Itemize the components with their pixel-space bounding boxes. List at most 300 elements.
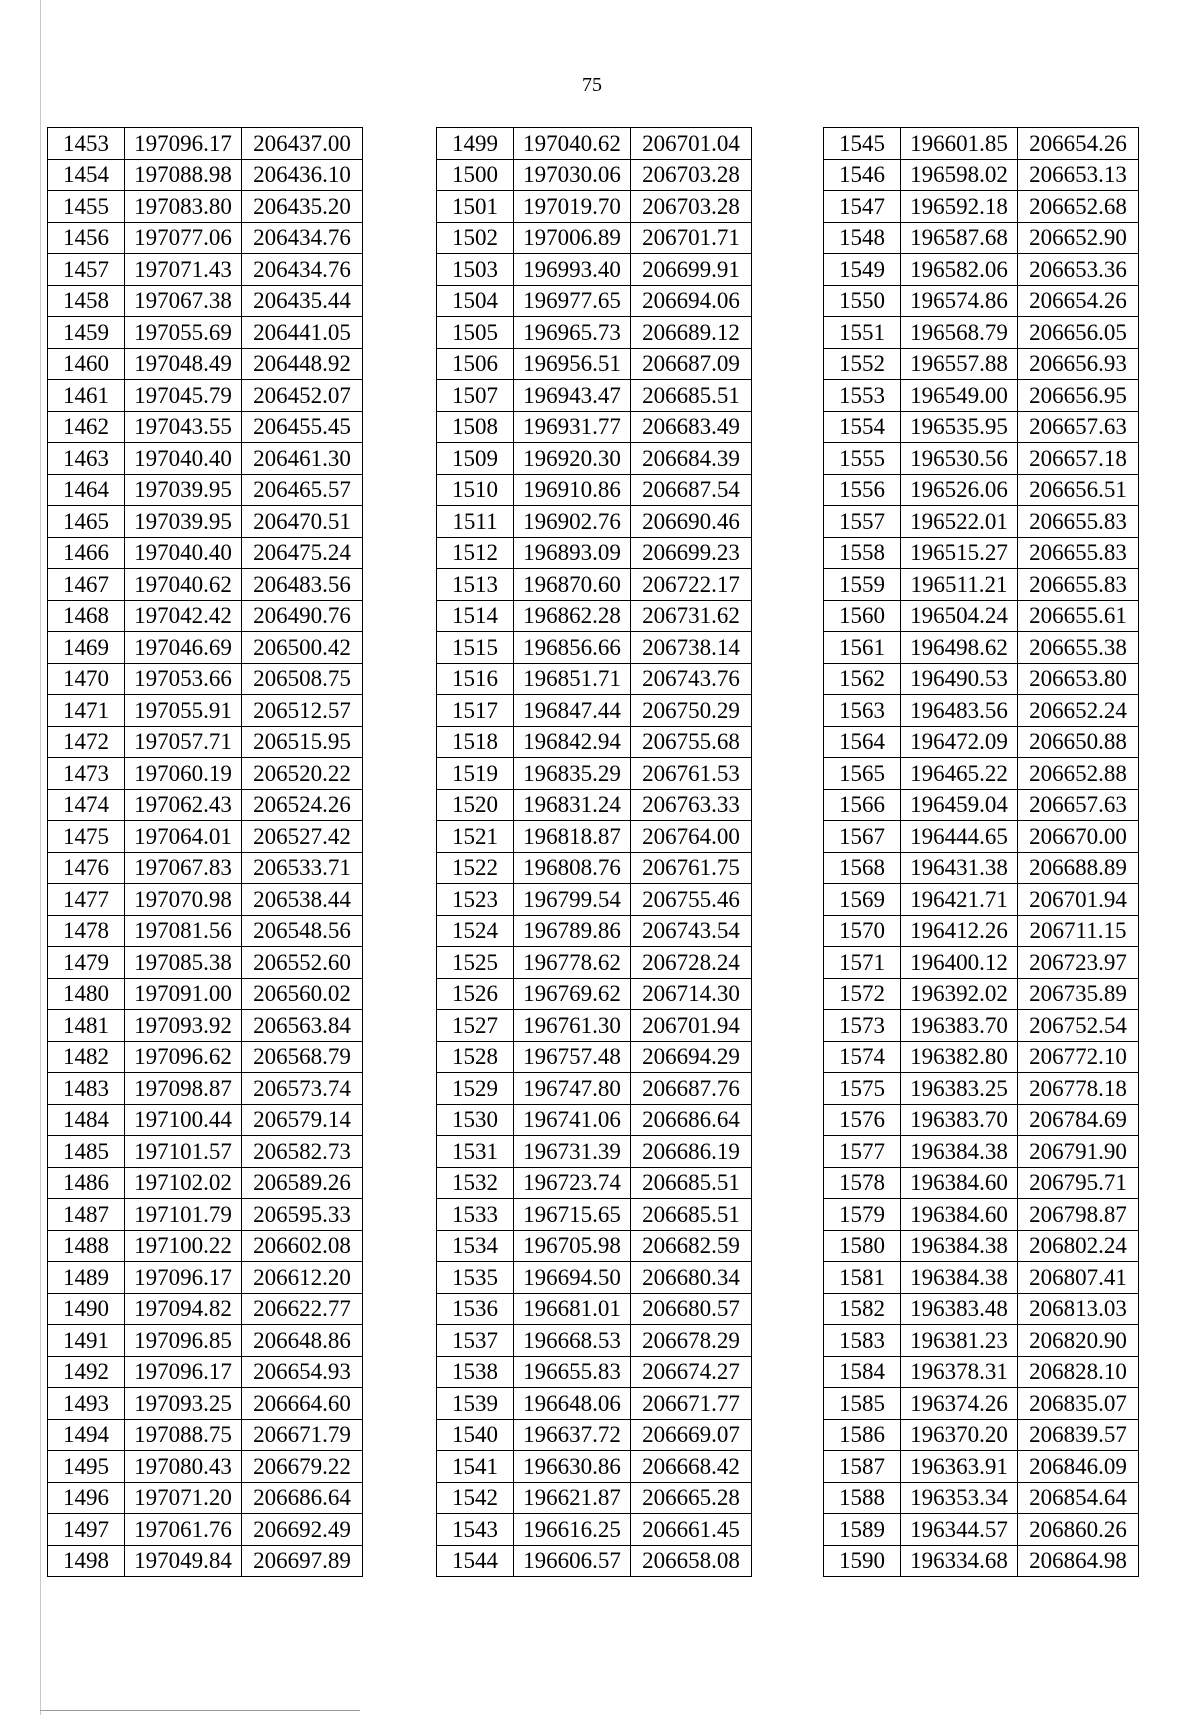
x-coordinate-cell: 197046.69 <box>125 632 242 664</box>
x-coordinate-cell: 197030.06 <box>514 159 631 191</box>
y-coordinate-cell: 206846.09 <box>1018 1451 1139 1483</box>
y-coordinate-cell: 206690.46 <box>631 506 752 538</box>
y-coordinate-cell: 206791.90 <box>1018 1136 1139 1168</box>
y-coordinate-cell: 206657.63 <box>1018 789 1139 821</box>
table-row <box>824 1041 1139 1073</box>
x-coordinate-cell: 196598.02 <box>901 159 1018 191</box>
table-row <box>824 569 1139 601</box>
table-row <box>437 821 752 853</box>
table-row <box>48 1482 363 1514</box>
table-row <box>48 632 363 664</box>
x-coordinate-cell: 196459.04 <box>901 789 1018 821</box>
x-coordinate-cell: 196384.38 <box>901 1136 1018 1168</box>
point-id-cell: 1461 <box>48 380 125 412</box>
x-coordinate-cell: 196606.57 <box>514 1545 631 1577</box>
point-id-cell: 1510 <box>437 474 514 506</box>
table-row <box>824 1104 1139 1136</box>
y-coordinate-cell: 206864.98 <box>1018 1545 1139 1577</box>
point-id-cell: 1544 <box>437 1545 514 1577</box>
x-coordinate-cell: 196870.60 <box>514 569 631 601</box>
x-coordinate-cell: 196392.02 <box>901 978 1018 1010</box>
table-row <box>48 1419 363 1451</box>
table-row <box>48 128 363 160</box>
point-id-cell: 1521 <box>437 821 514 853</box>
y-coordinate-cell: 206678.29 <box>631 1325 752 1357</box>
point-id-cell: 1494 <box>48 1419 125 1451</box>
y-coordinate-cell: 206687.76 <box>631 1073 752 1105</box>
table-row <box>824 821 1139 853</box>
point-id-cell: 1570 <box>824 915 901 947</box>
y-coordinate-cell: 206688.89 <box>1018 852 1139 884</box>
point-id-cell: 1457 <box>48 254 125 286</box>
x-coordinate-cell: 196616.25 <box>514 1514 631 1546</box>
y-coordinate-cell: 206680.57 <box>631 1293 752 1325</box>
y-coordinate-cell: 206764.00 <box>631 821 752 853</box>
point-id-cell: 1556 <box>824 474 901 506</box>
x-coordinate-cell: 196522.01 <box>901 506 1018 538</box>
point-id-cell: 1528 <box>437 1041 514 1073</box>
x-coordinate-cell: 197096.62 <box>125 1041 242 1073</box>
point-id-cell: 1575 <box>824 1073 901 1105</box>
x-coordinate-cell: 197088.98 <box>125 159 242 191</box>
x-coordinate-cell: 196630.86 <box>514 1451 631 1483</box>
x-coordinate-cell: 196965.73 <box>514 317 631 349</box>
x-coordinate-cell: 196498.62 <box>901 632 1018 664</box>
y-coordinate-cell: 206699.91 <box>631 254 752 286</box>
table-row <box>824 1545 1139 1577</box>
point-id-cell: 1572 <box>824 978 901 1010</box>
x-coordinate-cell: 196381.23 <box>901 1325 1018 1357</box>
x-coordinate-cell: 197067.38 <box>125 285 242 317</box>
point-id-cell: 1549 <box>824 254 901 286</box>
point-id-cell: 1495 <box>48 1451 125 1483</box>
table-row <box>48 915 363 947</box>
point-id-cell: 1524 <box>437 915 514 947</box>
x-coordinate-cell: 196993.40 <box>514 254 631 286</box>
y-coordinate-cell: 206652.24 <box>1018 695 1139 727</box>
point-id-cell: 1486 <box>48 1167 125 1199</box>
y-coordinate-cell: 206680.34 <box>631 1262 752 1294</box>
y-coordinate-cell: 206500.42 <box>242 632 363 664</box>
x-coordinate-cell: 196705.98 <box>514 1230 631 1262</box>
table-row <box>824 1388 1139 1420</box>
table-row <box>48 443 363 475</box>
point-id-cell: 1456 <box>48 222 125 254</box>
table-row <box>437 1419 752 1451</box>
point-id-cell: 1516 <box>437 663 514 695</box>
left-margin-line <box>40 0 41 1715</box>
x-coordinate-cell: 196715.65 <box>514 1199 631 1231</box>
y-coordinate-cell: 206664.60 <box>242 1388 363 1420</box>
x-coordinate-cell: 196747.80 <box>514 1073 631 1105</box>
x-coordinate-cell: 197062.43 <box>125 789 242 821</box>
point-id-cell: 1543 <box>437 1514 514 1546</box>
y-coordinate-cell: 206656.93 <box>1018 348 1139 380</box>
point-id-cell: 1520 <box>437 789 514 821</box>
x-coordinate-cell: 197040.40 <box>125 537 242 569</box>
table-row <box>824 1325 1139 1357</box>
table-row <box>48 758 363 790</box>
page-number: 75 <box>582 74 602 96</box>
x-coordinate-cell: 197077.06 <box>125 222 242 254</box>
table-row <box>437 915 752 947</box>
table-row <box>824 285 1139 317</box>
point-id-cell: 1515 <box>437 632 514 664</box>
table-row <box>48 348 363 380</box>
table-row <box>48 1041 363 1073</box>
y-coordinate-cell: 206668.42 <box>631 1451 752 1483</box>
y-coordinate-cell: 206807.41 <box>1018 1262 1139 1294</box>
x-coordinate-cell: 197098.87 <box>125 1073 242 1105</box>
x-coordinate-cell: 197006.89 <box>514 222 631 254</box>
y-coordinate-cell: 206728.24 <box>631 947 752 979</box>
table-row <box>48 600 363 632</box>
y-coordinate-cell: 206652.88 <box>1018 758 1139 790</box>
y-coordinate-cell: 206683.49 <box>631 411 752 443</box>
y-coordinate-cell: 206653.80 <box>1018 663 1139 695</box>
y-coordinate-cell: 206738.14 <box>631 632 752 664</box>
table-row <box>437 285 752 317</box>
y-coordinate-cell: 206548.56 <box>242 915 363 947</box>
table-row <box>824 663 1139 695</box>
point-id-cell: 1519 <box>437 758 514 790</box>
x-coordinate-cell: 196789.86 <box>514 915 631 947</box>
y-coordinate-cell: 206579.14 <box>242 1104 363 1136</box>
x-coordinate-cell: 197100.22 <box>125 1230 242 1262</box>
table-row <box>48 852 363 884</box>
x-coordinate-cell: 196943.47 <box>514 380 631 412</box>
coordinate-table-2 <box>436 127 752 1577</box>
point-id-cell: 1462 <box>48 411 125 443</box>
table-row <box>48 789 363 821</box>
point-id-cell: 1530 <box>437 1104 514 1136</box>
x-coordinate-cell: 196383.48 <box>901 1293 1018 1325</box>
y-coordinate-cell: 206655.38 <box>1018 632 1139 664</box>
point-id-cell: 1566 <box>824 789 901 821</box>
x-coordinate-cell: 197064.01 <box>125 821 242 853</box>
x-coordinate-cell: 196668.53 <box>514 1325 631 1357</box>
y-coordinate-cell: 206854.64 <box>1018 1482 1139 1514</box>
y-coordinate-cell: 206622.77 <box>242 1293 363 1325</box>
point-id-cell: 1507 <box>437 380 514 412</box>
table-row <box>824 317 1139 349</box>
x-coordinate-cell: 197083.80 <box>125 191 242 223</box>
point-id-cell: 1576 <box>824 1104 901 1136</box>
x-coordinate-cell: 197071.20 <box>125 1482 242 1514</box>
y-coordinate-cell: 206657.63 <box>1018 411 1139 443</box>
table-row <box>437 159 752 191</box>
y-coordinate-cell: 206434.76 <box>242 222 363 254</box>
table-row <box>48 1199 363 1231</box>
point-id-cell: 1455 <box>48 191 125 223</box>
x-coordinate-cell: 196681.01 <box>514 1293 631 1325</box>
point-id-cell: 1534 <box>437 1230 514 1262</box>
x-coordinate-cell: 196483.56 <box>901 695 1018 727</box>
table-row <box>824 1073 1139 1105</box>
point-id-cell: 1464 <box>48 474 125 506</box>
table-row <box>48 821 363 853</box>
table-row <box>48 1545 363 1577</box>
table-row <box>824 600 1139 632</box>
x-coordinate-cell: 196920.30 <box>514 443 631 475</box>
point-id-cell: 1559 <box>824 569 901 601</box>
x-coordinate-cell: 196370.20 <box>901 1419 1018 1451</box>
y-coordinate-cell: 206568.79 <box>242 1041 363 1073</box>
x-coordinate-cell: 196757.48 <box>514 1041 631 1073</box>
x-coordinate-cell: 197057.71 <box>125 726 242 758</box>
table-row <box>437 1262 752 1294</box>
table-row <box>48 1451 363 1483</box>
table-row <box>48 474 363 506</box>
table-row <box>824 1199 1139 1231</box>
x-coordinate-cell: 196856.66 <box>514 632 631 664</box>
point-id-cell: 1579 <box>824 1199 901 1231</box>
x-coordinate-cell: 196847.44 <box>514 695 631 727</box>
y-coordinate-cell: 206860.26 <box>1018 1514 1139 1546</box>
table-row <box>824 1419 1139 1451</box>
table-row <box>824 254 1139 286</box>
point-id-cell: 1493 <box>48 1388 125 1420</box>
y-coordinate-cell: 206652.68 <box>1018 191 1139 223</box>
table-row <box>48 159 363 191</box>
table-row <box>48 569 363 601</box>
x-coordinate-cell: 196799.54 <box>514 884 631 916</box>
table-row <box>48 1136 363 1168</box>
y-coordinate-cell: 206448.92 <box>242 348 363 380</box>
table-row <box>437 1136 752 1168</box>
y-coordinate-cell: 206653.36 <box>1018 254 1139 286</box>
x-coordinate-cell: 196648.06 <box>514 1388 631 1420</box>
table-row <box>824 695 1139 727</box>
point-id-cell: 1477 <box>48 884 125 916</box>
x-coordinate-cell: 196831.24 <box>514 789 631 821</box>
table-row <box>437 222 752 254</box>
table-row <box>48 1230 363 1262</box>
table-row <box>824 632 1139 664</box>
table-row <box>48 1388 363 1420</box>
table-row <box>824 411 1139 443</box>
coordinate-table-1 <box>47 127 363 1577</box>
y-coordinate-cell: 206689.12 <box>631 317 752 349</box>
x-coordinate-cell: 196655.83 <box>514 1356 631 1388</box>
point-id-cell: 1480 <box>48 978 125 1010</box>
y-coordinate-cell: 206512.57 <box>242 695 363 727</box>
y-coordinate-cell: 206686.64 <box>631 1104 752 1136</box>
table-row <box>437 758 752 790</box>
x-coordinate-cell: 196465.22 <box>901 758 1018 790</box>
y-coordinate-cell: 206612.20 <box>242 1262 363 1294</box>
point-id-cell: 1466 <box>48 537 125 569</box>
x-coordinate-cell: 196353.34 <box>901 1482 1018 1514</box>
y-coordinate-cell: 206656.95 <box>1018 380 1139 412</box>
y-coordinate-cell: 206520.22 <box>242 758 363 790</box>
table-row <box>48 695 363 727</box>
point-id-cell: 1550 <box>824 285 901 317</box>
x-coordinate-cell: 197096.17 <box>125 1356 242 1388</box>
point-id-cell: 1465 <box>48 506 125 538</box>
point-id-cell: 1498 <box>48 1545 125 1577</box>
x-coordinate-cell: 196382.80 <box>901 1041 1018 1073</box>
x-coordinate-cell: 196374.26 <box>901 1388 1018 1420</box>
point-id-cell: 1553 <box>824 380 901 412</box>
point-id-cell: 1470 <box>48 663 125 695</box>
y-coordinate-cell: 206761.75 <box>631 852 752 884</box>
point-id-cell: 1582 <box>824 1293 901 1325</box>
table-row <box>824 1010 1139 1042</box>
y-coordinate-cell: 206687.54 <box>631 474 752 506</box>
y-coordinate-cell: 206752.54 <box>1018 1010 1139 1042</box>
point-id-cell: 1502 <box>437 222 514 254</box>
table-row <box>48 411 363 443</box>
y-coordinate-cell: 206694.29 <box>631 1041 752 1073</box>
y-coordinate-cell: 206701.94 <box>1018 884 1139 916</box>
table-row <box>48 1356 363 1388</box>
x-coordinate-cell: 196637.72 <box>514 1419 631 1451</box>
x-coordinate-cell: 196818.87 <box>514 821 631 853</box>
table-row <box>824 159 1139 191</box>
table-row <box>48 1010 363 1042</box>
y-coordinate-cell: 206697.89 <box>242 1545 363 1577</box>
table-row <box>824 537 1139 569</box>
table-row <box>48 380 363 412</box>
y-coordinate-cell: 206655.61 <box>1018 600 1139 632</box>
x-coordinate-cell: 196383.70 <box>901 1104 1018 1136</box>
table-row <box>48 285 363 317</box>
x-coordinate-cell: 196549.00 <box>901 380 1018 412</box>
table-row <box>824 1167 1139 1199</box>
x-coordinate-cell: 196723.74 <box>514 1167 631 1199</box>
point-id-cell: 1558 <box>824 537 901 569</box>
x-coordinate-cell: 196384.60 <box>901 1167 1018 1199</box>
x-coordinate-cell: 196977.65 <box>514 285 631 317</box>
point-id-cell: 1505 <box>437 317 514 349</box>
table-row <box>48 1073 363 1105</box>
y-coordinate-cell: 206563.84 <box>242 1010 363 1042</box>
point-id-cell: 1531 <box>437 1136 514 1168</box>
x-coordinate-cell: 196568.79 <box>901 317 1018 349</box>
point-id-cell: 1460 <box>48 348 125 380</box>
table-row <box>824 1293 1139 1325</box>
x-coordinate-cell: 196582.06 <box>901 254 1018 286</box>
point-id-cell: 1571 <box>824 947 901 979</box>
table-row <box>824 915 1139 947</box>
table-row <box>437 1073 752 1105</box>
table-row <box>437 1514 752 1546</box>
x-coordinate-cell: 197042.42 <box>125 600 242 632</box>
point-id-cell: 1492 <box>48 1356 125 1388</box>
y-coordinate-cell: 206665.28 <box>631 1482 752 1514</box>
x-coordinate-cell: 196421.71 <box>901 884 1018 916</box>
table-row <box>824 1514 1139 1546</box>
point-id-cell: 1481 <box>48 1010 125 1042</box>
coordinate-table-3 <box>823 127 1139 1577</box>
x-coordinate-cell: 197096.17 <box>125 1262 242 1294</box>
table-row <box>437 1010 752 1042</box>
x-coordinate-cell: 196761.30 <box>514 1010 631 1042</box>
x-coordinate-cell: 196400.12 <box>901 947 1018 979</box>
y-coordinate-cell: 206650.88 <box>1018 726 1139 758</box>
x-coordinate-cell: 196384.38 <box>901 1262 1018 1294</box>
point-id-cell: 1506 <box>437 348 514 380</box>
x-coordinate-cell: 196515.27 <box>901 537 1018 569</box>
table-row <box>824 1136 1139 1168</box>
table-row <box>437 443 752 475</box>
table-row <box>437 1451 752 1483</box>
y-coordinate-cell: 206524.26 <box>242 789 363 821</box>
table-row <box>824 1356 1139 1388</box>
y-coordinate-cell: 206685.51 <box>631 1199 752 1231</box>
point-id-cell: 1541 <box>437 1451 514 1483</box>
point-id-cell: 1491 <box>48 1325 125 1357</box>
y-coordinate-cell: 206648.86 <box>242 1325 363 1357</box>
table-row <box>437 348 752 380</box>
x-coordinate-cell: 196363.91 <box>901 1451 1018 1483</box>
y-coordinate-cell: 206670.00 <box>1018 821 1139 853</box>
point-id-cell: 1514 <box>437 600 514 632</box>
point-id-cell: 1454 <box>48 159 125 191</box>
x-coordinate-cell: 196592.18 <box>901 191 1018 223</box>
x-coordinate-cell: 196384.38 <box>901 1230 1018 1262</box>
table-row <box>437 852 752 884</box>
point-id-cell: 1562 <box>824 663 901 695</box>
point-id-cell: 1567 <box>824 821 901 853</box>
y-coordinate-cell: 206527.42 <box>242 821 363 853</box>
point-id-cell: 1513 <box>437 569 514 601</box>
x-coordinate-cell: 197040.40 <box>125 443 242 475</box>
x-coordinate-cell: 196835.29 <box>514 758 631 790</box>
table-row <box>824 348 1139 380</box>
y-coordinate-cell: 206602.08 <box>242 1230 363 1262</box>
x-coordinate-cell: 196741.06 <box>514 1104 631 1136</box>
y-coordinate-cell: 206703.28 <box>631 191 752 223</box>
y-coordinate-cell: 206470.51 <box>242 506 363 538</box>
x-coordinate-cell: 197067.83 <box>125 852 242 884</box>
y-coordinate-cell: 206533.71 <box>242 852 363 884</box>
point-id-cell: 1468 <box>48 600 125 632</box>
y-coordinate-cell: 206671.79 <box>242 1419 363 1451</box>
point-id-cell: 1511 <box>437 506 514 538</box>
point-id-cell: 1535 <box>437 1262 514 1294</box>
x-coordinate-cell: 197040.62 <box>514 128 631 160</box>
table-row <box>437 1167 752 1199</box>
point-id-cell: 1551 <box>824 317 901 349</box>
y-coordinate-cell: 206560.02 <box>242 978 363 1010</box>
x-coordinate-cell: 197080.43 <box>125 1451 242 1483</box>
point-id-cell: 1473 <box>48 758 125 790</box>
point-id-cell: 1459 <box>48 317 125 349</box>
point-id-cell: 1525 <box>437 947 514 979</box>
point-id-cell: 1508 <box>437 411 514 443</box>
point-id-cell: 1484 <box>48 1104 125 1136</box>
x-coordinate-cell: 196504.24 <box>901 600 1018 632</box>
x-coordinate-cell: 196383.70 <box>901 1010 1018 1042</box>
table-row <box>824 1230 1139 1262</box>
x-coordinate-cell: 196490.53 <box>901 663 1018 695</box>
table-row <box>437 947 752 979</box>
point-id-cell: 1545 <box>824 128 901 160</box>
point-id-cell: 1539 <box>437 1388 514 1420</box>
x-coordinate-cell: 196778.62 <box>514 947 631 979</box>
point-id-cell: 1485 <box>48 1136 125 1168</box>
x-coordinate-cell: 197071.43 <box>125 254 242 286</box>
table-row <box>824 1482 1139 1514</box>
table-row <box>824 884 1139 916</box>
point-id-cell: 1471 <box>48 695 125 727</box>
point-id-cell: 1522 <box>437 852 514 884</box>
table-row <box>48 663 363 695</box>
table-row <box>437 978 752 1010</box>
x-coordinate-cell: 196574.86 <box>901 285 1018 317</box>
